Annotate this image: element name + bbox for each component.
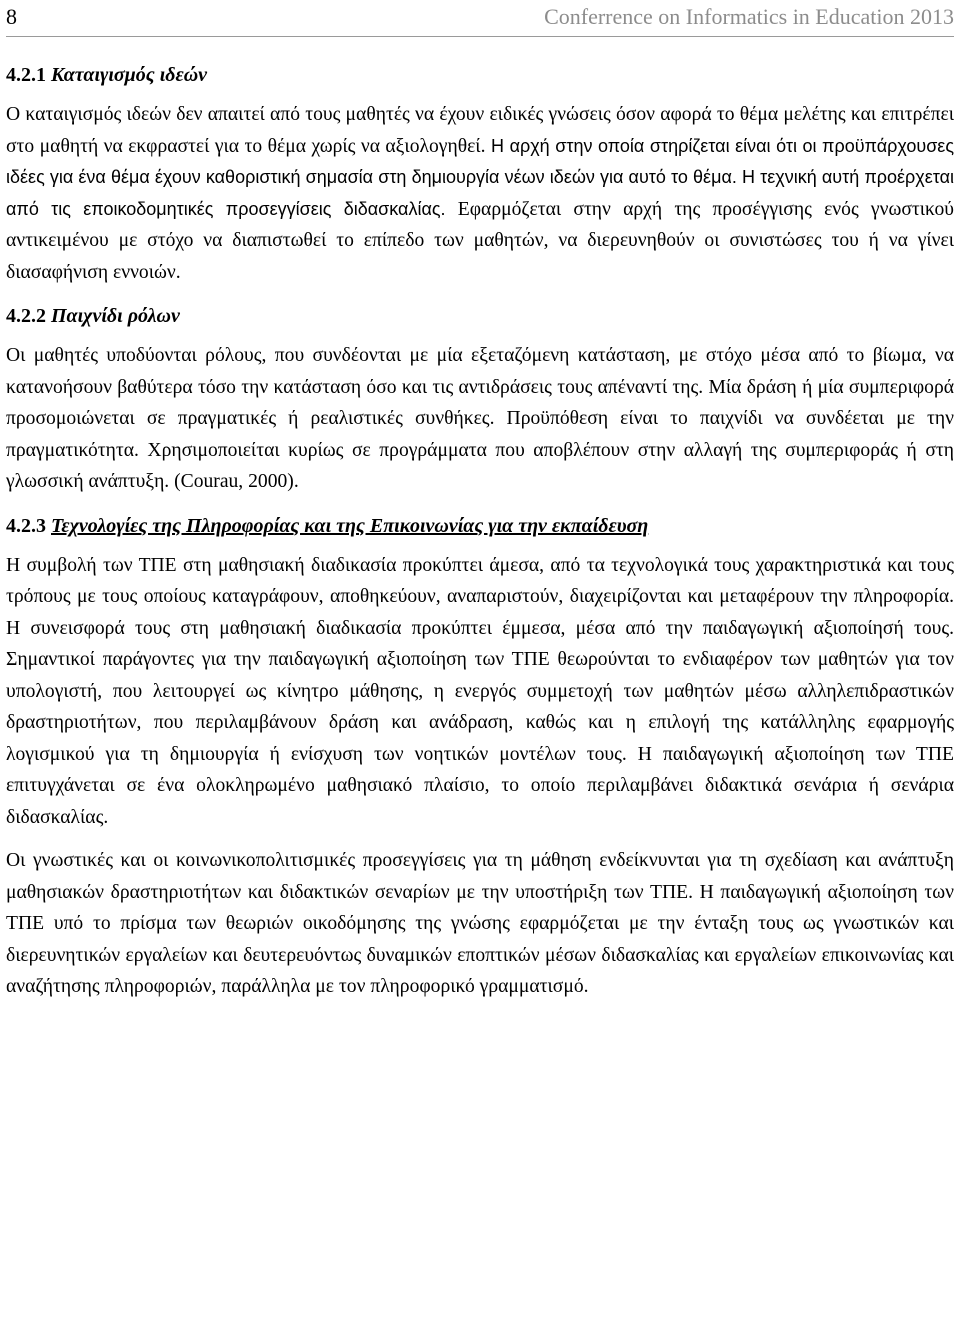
- paragraph-text: Ο καταιγισμός ιδεών δεν απαιτεί από τους μαθητές να έχουν ειδικές γνώσεις όσον αφορά το θέμα μελέτης και επιτρέπει στο μαθητή να εκφραστεί για το θέμα χωρίς να αξιολογηθεί.: [6, 104, 954, 157]
- section-title: Καταιγισμός ιδεών: [51, 64, 208, 86]
- section-heading-4-2-2: [6, 302, 954, 330]
- paragraph-brainstorming: [6, 99, 954, 288]
- running-title: Conferrence on Informatics in Education 2013: [544, 4, 954, 29]
- section-number: 4.2.2: [6, 305, 46, 327]
- running-header: [6, 2, 954, 37]
- section-title: Τεχνολογίες της Πληροφορίας και της Επικοινωνίας για την εκπαίδευση: [51, 514, 649, 537]
- section-heading-4-2-3: [6, 512, 954, 540]
- section-number: 4.2.1: [6, 64, 46, 86]
- paragraph-text: Εφαρμόζεται στην αρχή της προσέγγισης ενός γνωστικού αντικειμένου με στόχο να διαπιστωθεί το επίπεδο των μαθητών, να διερευνηθούν οι συνιστώσες του ή να γίνει διασαφήνιση εννοιών.: [6, 198, 955, 283]
- paragraph-ict-approaches: Οι γνωστικές και οι κοινωνικοπολιτισμικές προσεγγίσεις για τη μάθηση ενδείκνυνται για τη σχεδίαση και ανάπτυξη μαθησιακών δραστηριοτήτων και διδακτικών σεναρίων με την υποστήριξη των ΤΠΕ. Η παιδαγωγική αξιοποίηση των ΤΠΕ υπό το πρίσμα των θεωριών οικοδόμησης της γνώσης εφαρμόζεται με την ένταξη τους ως γνωστικών και διερευνητικών εργαλείων και δευτερευόντως δυναμικών εποπτικών μέσων διδασκαλίας και εργαλείων επικοινωνίας και αναζήτησης πληροφοριών, παράλληλα με τον πληροφορικό γραμματισμό.: [6, 850, 954, 997]
- paragraph-role-play: Οι μαθητές υποδύονται ρόλους, που συνδέονται με μία εξεταζόμενη κατάσταση, με στόχο μέσα από το βίωμα, να κατανοήσουν βαθύτερα τόσο την κατάσταση όσο και τις αντιδράσεις τους απέναντί της. Μία δράση ή μία συμπεριφορά προσομοιώνεται σε πραγματικές ή ρεαλιστικές συνθήκες. Προϋπόθεση είναι το παιχνίδι να συνδέεται με την πραγματικότητα. Χρησιμοποιείται κυρίως σε προγράμματα που αποβλέπουν στην αλλαγή της συμπεριφοράς ή στη γλωσσική ανάπτυξη. (Courau, 2000).: [6, 345, 954, 492]
- section-number: 4.2.3: [6, 514, 46, 537]
- paragraph-text-sans: Η αρχή στην οποία στηρίζεται είναι ότι οι προϋπάρχουσες ιδέες για ένα θέμα έχουν καθοριστική σημασία στη δημιουργία νέων ιδεών για αυτό το θέμα. Η τεχνική αυτή προέρχεται από τις εποικοδομητικές προσεγγίσεις διδασκαλίας.: [6, 135, 954, 219]
- page-number: 8: [6, 4, 17, 29]
- paragraph-ict-contribution: Η συμβολή των ΤΠΕ στη μαθησιακή διαδικασία προκύπτει άμεσα, από τα τεχνολογικά τους χαρακτηριστικά και τους τρόπους με τους οποίους καταγράφουν, αποθηκεύουν, αναπαριστούν, διαχειρίζονται και μεταφέρουν την πληροφορία. Η συνεισφορά τους στη μαθησιακή διαδικασία προκύπτει έμμεσα, μέσα από την παιδαγωγική αξιοποίησή τους. Σημαντικοί παράγοντες για την παιδαγωγική αξιοποίηση των ΤΠΕ θεωρούνται το ενδιαφέρον των μαθητών για τον υπολογιστή, που λειτουργεί ως κίνητρο μάθησης, η ενεργός συμμετοχή των μαθητών μέσω αλληλεπιδραστικών δραστηριοτήτων, που περιλαμβάνουν δράση και ανάδραση, καθώς και η επιλογή της κατάλληλης εφαρμογής λογισμικού για τη δημιουργία ή ενίσχυση των νοητικών μοντέλων τους. Η παιδαγωγική αξιοποίηση των ΤΠΕ επιτυγχάνεται σε ένα ολοκληρωμένο μαθησιακό πλαίσιο, το οποίο περιλαμβάνει διδακτικά σενάρια ή σενάρια διδασκαλίας.: [6, 554, 954, 828]
- section-title: Παιχνίδι ρόλων: [51, 305, 180, 327]
- section-heading-4-2-1: [6, 61, 954, 89]
- document-page: [0, 2, 960, 1333]
